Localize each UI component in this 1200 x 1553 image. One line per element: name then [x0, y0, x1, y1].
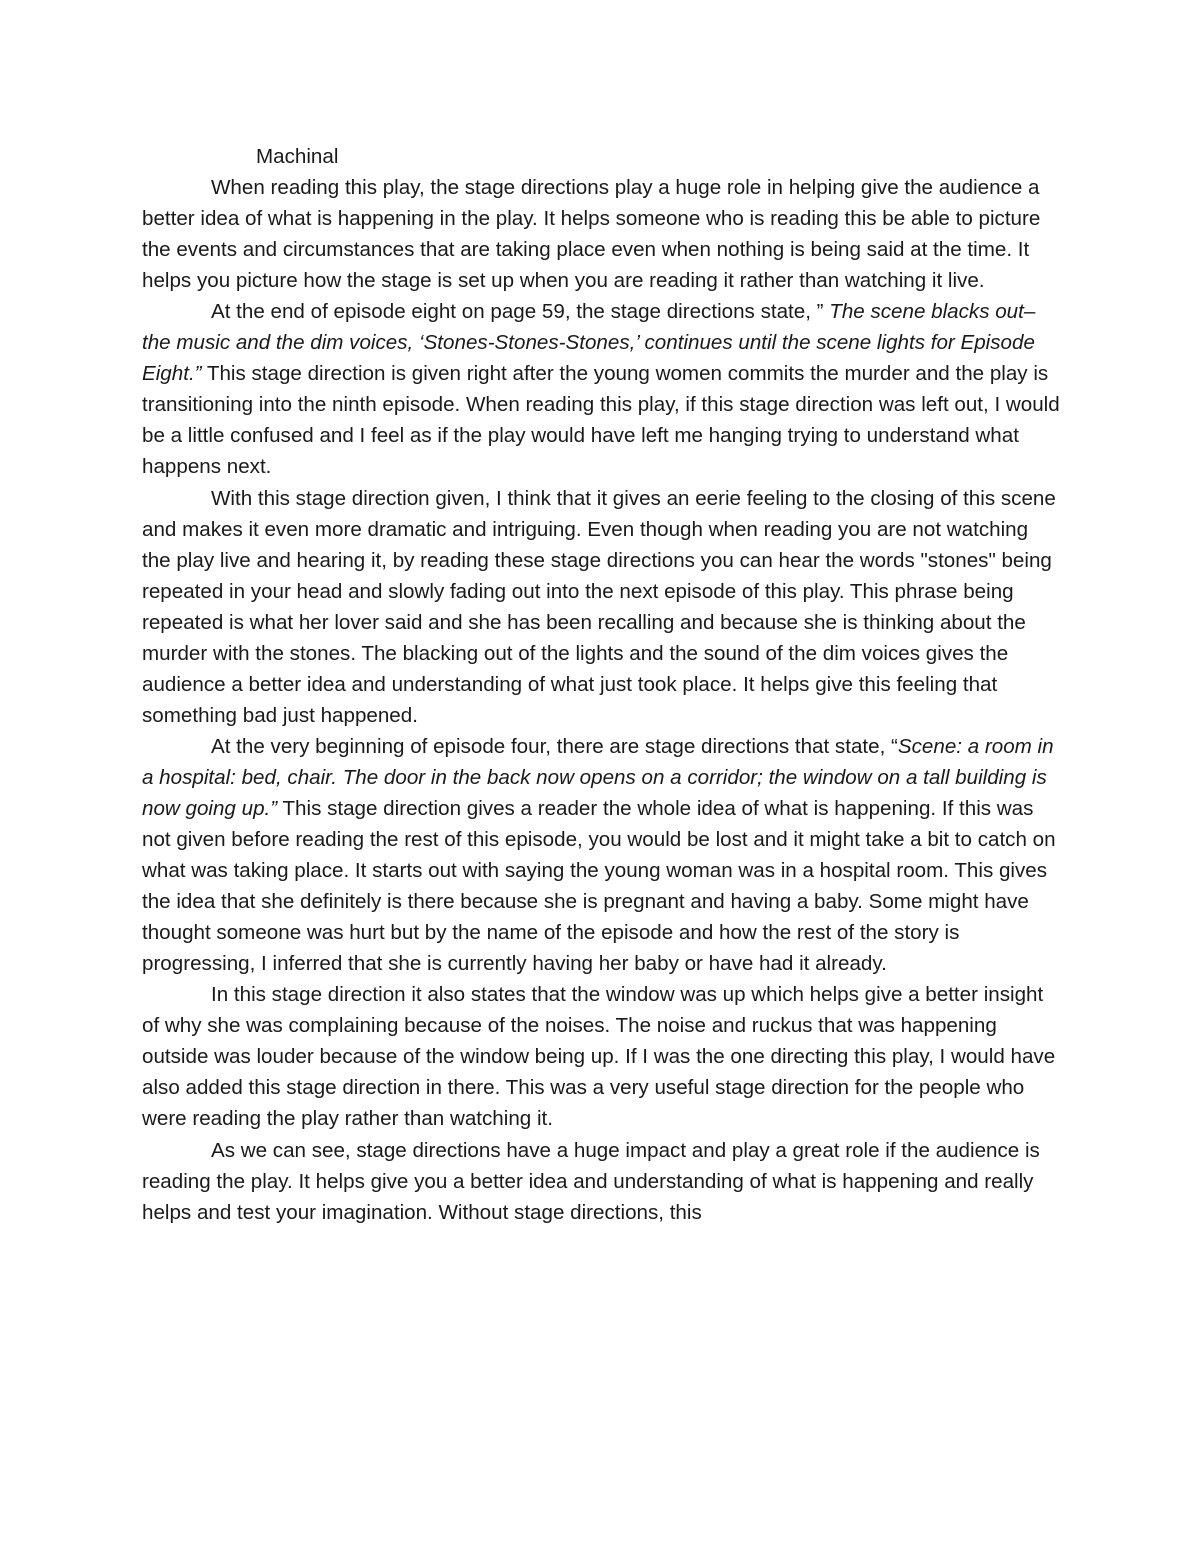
paragraph-eerie-feeling-text: With this stage direction given, I think that it gives an eerie feeling to the closing of this scene and makes it even more dramatic and intriguing. Even though when reading you are not watching the play live and hearing it, by reading these stage directions you can hear the words "stones" being repeated in your head and slowly fading out into the next episode of this play. This phrase being repeated is what her lover said and she has been recalling and because she is thinking about the murder with the stones. The blacking out of the lights and the sound of the dim voices gives the audience a better idea and understanding of what just took place. It helps give this feeling that something bad just happened. — [142, 486, 1056, 727]
paragraph-episode-eight-lead: At the end of episode eight on page 59, the stage directions state, ” — [211, 300, 830, 324]
paragraph-episode-eight-rest: This stage direction is given right after the young women commits the murder and the play is transitioning into the ninth episode. When reading this play, if this stage direction was left out, I would be a little confused and I feel as if the play would have left me hanging trying to understand what happens next. — [142, 362, 1060, 479]
paragraph-intro — [142, 172, 1060, 296]
paragraph-window-text: In this stage direction it also states that the window was up which helps give a better insight of why she was complaining because of the noises. The noise and ruckus that was happening outside was louder because of the window being up. If I was the one directing this play, I would have also added this stage direction in there. This was a very useful stage direction for the people who were reading the play rather than watching it. — [142, 983, 1056, 1131]
paragraph-episode-four-rest: This stage direction gives a reader the whole idea of what is happening. If this was not given before reading the rest of this episode, you would be lost and it might take a bit to catch on what was taking place. It starts out with saying the young woman was in a hospital room. This gives the idea that she definitely is there because she is pregnant and having a baby. Some might have thought someone was hurt but by the name of the episode and how the rest of the story is progressing, I inferred that she is currently having her baby or have had it already. — [142, 796, 1056, 976]
paragraph-episode-four — [142, 731, 1060, 979]
paragraph-window — [142, 979, 1060, 1134]
stage-direction-quote-episode-eight: The scene blacks out–the music and the dim voices, ‘Stones-Stones-Stones,’ continues until the scene lights for Episode Eight.” — [142, 300, 1036, 386]
stage-direction-quote-episode-four: Scene: a room in a hospital: bed, chair. The door in the back now opens on a corridor; the window on a tall building is now going up.” — [142, 734, 1054, 820]
paragraph-conclusion-text: As we can see, stage directions have a huge impact and play a great role if the audience is reading the play. It helps give you a better idea and understanding of what is happening and really helps and test your imagination. Without stage directions, this — [142, 1138, 1040, 1224]
paragraph-intro-text: When reading this play, the stage directions play a huge role in helping give the audience a better idea of what is happening in the play. It helps someone who is reading this be able to picture the events and circumstances that are taking place even when nothing is being said at the time. It helps you picture how the stage is set up when you are reading it rather than watching it live. — [142, 176, 1041, 293]
paragraph-eerie-feeling — [142, 483, 1060, 731]
paragraph-episode-four-lead: At the very beginning of episode four, there are stage directions that state, “ — [211, 734, 898, 758]
paragraph-conclusion — [142, 1135, 1060, 1228]
document-title: Machinal — [256, 145, 339, 168]
paragraph-episode-eight — [142, 296, 1060, 482]
document-body — [142, 141, 1060, 1228]
